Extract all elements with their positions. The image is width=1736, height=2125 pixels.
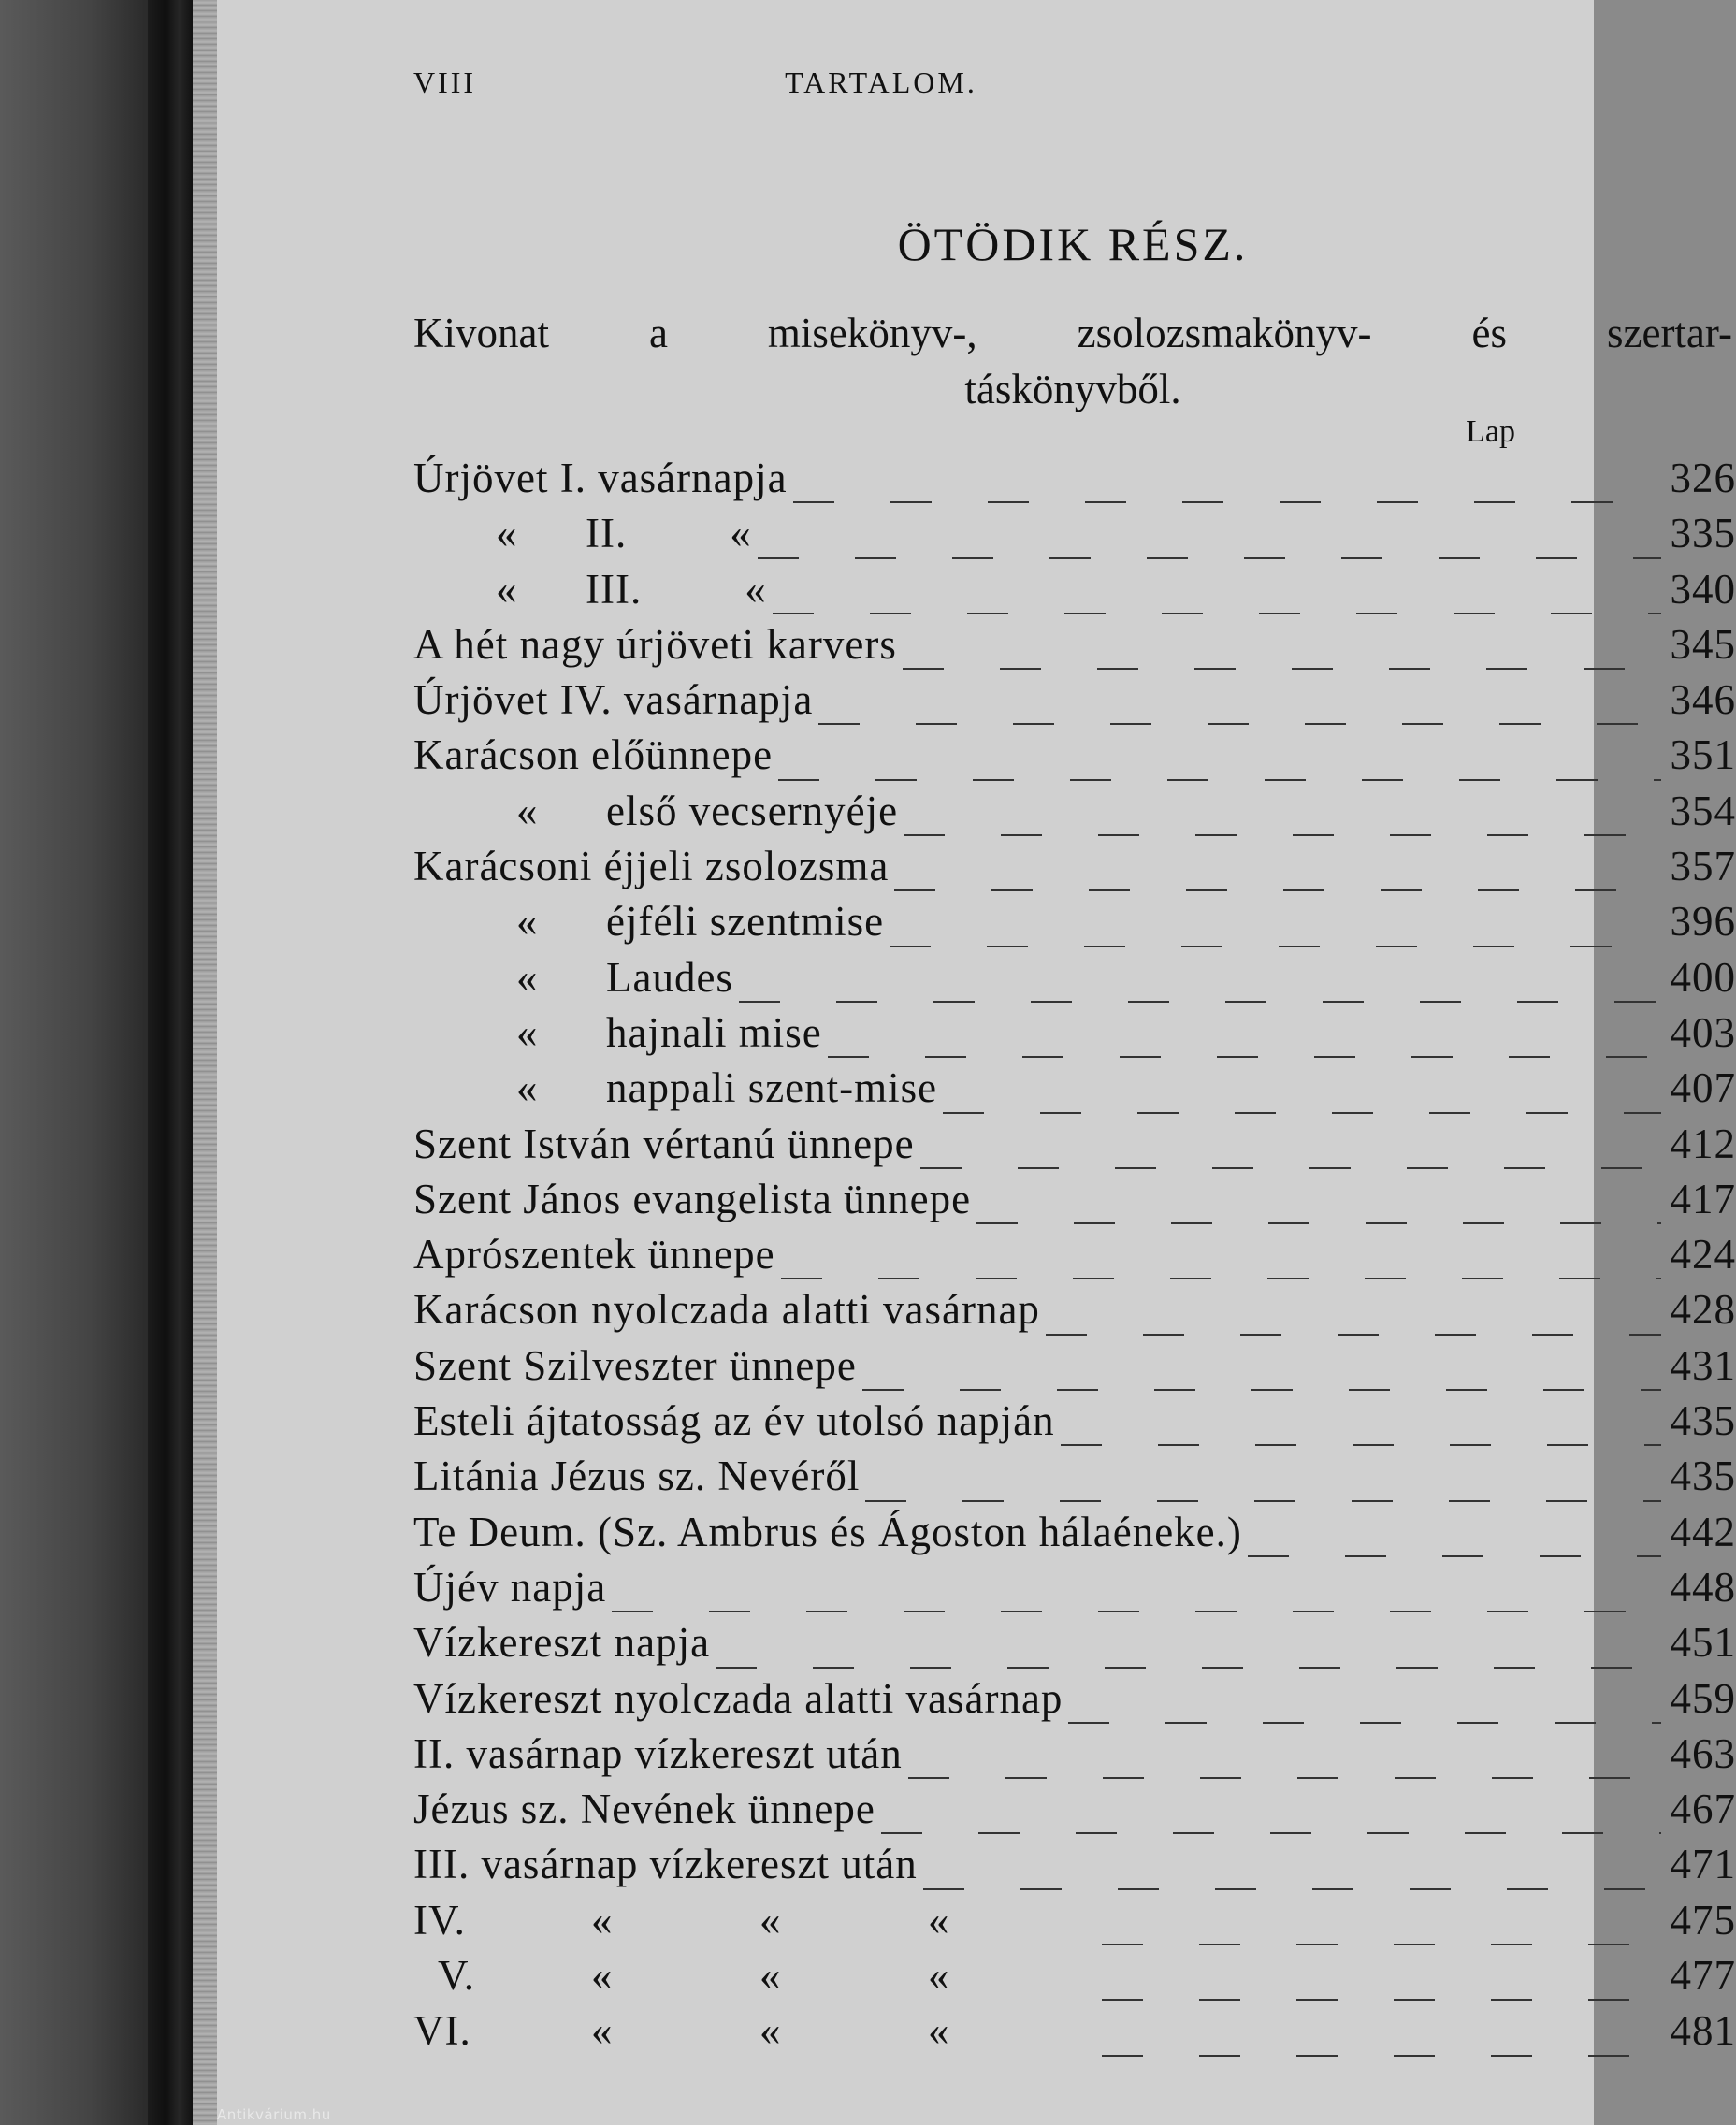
- ditto-mark: «: [516, 898, 539, 946]
- dot-leader: [716, 1661, 1660, 1674]
- ditto-mark: «: [760, 1896, 782, 1944]
- running-title: TARTALOM.: [785, 65, 977, 99]
- subtitle-word: szertar-: [1606, 310, 1732, 356]
- subtitle-word: a: [648, 310, 668, 356]
- entry-page-number: 459: [1670, 1674, 1736, 1722]
- entry-title: Karácson nyolczada alatti vasárnap: [413, 1286, 1040, 1334]
- toc-entry: [413, 1008, 1736, 1063]
- subtitle-word: misekönyv-,: [767, 310, 977, 356]
- toc-entry: [413, 565, 1736, 620]
- subtitle-word: és: [1471, 310, 1508, 356]
- toc-entry: [413, 1063, 1736, 1119]
- dot-leader: [904, 829, 1660, 842]
- entry-title: nappali szent-mise: [606, 1064, 938, 1112]
- dot-leader: [1248, 1550, 1661, 1563]
- entry-title: A hét nagy úrjöveti karvers: [413, 620, 897, 668]
- dot-leader: [778, 773, 1660, 787]
- dot-leader: [739, 995, 1661, 1008]
- entry-title: IV.: [413, 1896, 466, 1944]
- toc-entry: [413, 1840, 1736, 1895]
- toc-entry: [413, 1120, 1736, 1175]
- entry-page-number: 417: [1670, 1175, 1736, 1222]
- page-number: VIII: [413, 65, 477, 99]
- entry-page-number: 435: [1670, 1397, 1736, 1445]
- entry-page-number: 451: [1670, 1619, 1736, 1667]
- entry-page-number: 407: [1670, 1064, 1736, 1112]
- entry-title: Aprószentek ünnepe: [413, 1231, 775, 1279]
- entry-page-number: 475: [1670, 1896, 1736, 1944]
- entry-title: Te Deum. (Sz. Ambrus és Ágoston hálaéneke.): [413, 1508, 1242, 1555]
- ditto-mark: «: [591, 1896, 614, 1944]
- dot-leader: [818, 717, 1660, 730]
- dot-leader: [828, 1050, 1661, 1063]
- toc-entry: [413, 953, 1736, 1008]
- subtitle-line-2: táskönyvből.: [964, 366, 1181, 412]
- subtitle-word: Kivonat: [413, 310, 549, 356]
- dot-leader: [793, 496, 1661, 509]
- toc-entry: [413, 1951, 1736, 2006]
- entry-page-number: 357: [1670, 843, 1736, 890]
- entry-title: Szent István vértanú ünnepe: [413, 1120, 915, 1167]
- toc-entry: [413, 1230, 1736, 1285]
- toc-entry: [413, 2006, 1736, 2061]
- entry-title: Litánia Jézus sz. Nevéről: [413, 1453, 861, 1500]
- toc-entry: [413, 842, 1736, 897]
- page-edge: [193, 0, 217, 2125]
- dot-leader: [1068, 1716, 1660, 1729]
- ditto-mark: «: [496, 565, 518, 613]
- entry-indent: [413, 787, 898, 835]
- ditto-mark: «: [516, 1064, 539, 1112]
- toc-entry: [413, 1508, 1736, 1563]
- toc-entry: [413, 1452, 1736, 1507]
- page-column-header: Lap: [1466, 414, 1515, 449]
- ditto-mark: «: [760, 1952, 782, 2000]
- entry-title: III. vasárnap vízkereszt után: [413, 1841, 918, 1888]
- table-of-contents: [413, 454, 1736, 2062]
- dot-leader: [890, 940, 1660, 953]
- entry-page-number: 467: [1670, 1785, 1736, 1833]
- entry-page-number: 424: [1670, 1231, 1736, 1279]
- entry-title: Szent János evangelista ünnepe: [413, 1175, 972, 1222]
- toc-entry: [413, 454, 1736, 509]
- toc-entry: [413, 1341, 1736, 1396]
- entry-page-number: 471: [1670, 1841, 1736, 1888]
- ditto-mark: «: [516, 1008, 539, 1056]
- entry-title: éjféli szentmise: [606, 898, 885, 946]
- entry-page-number: 481: [1670, 2007, 1736, 2055]
- entry-title: III.: [586, 565, 643, 613]
- ditto-mark: «: [928, 1952, 950, 2000]
- entry-title: Karácson előünnepe: [413, 731, 774, 779]
- entry-title: Vízkereszt napja: [413, 1619, 711, 1667]
- toc-entry: [413, 509, 1736, 564]
- entry-page-number: 400: [1670, 953, 1736, 1001]
- entry-title: II. vasárnap vízkereszt után: [413, 1729, 903, 1777]
- entry-indent: [413, 1008, 822, 1057]
- dot-leader: [758, 552, 1661, 565]
- entry-page-number: 463: [1670, 1729, 1736, 1777]
- entry-indent: [413, 509, 752, 557]
- entry-indent: [413, 953, 733, 1002]
- dot-leader: [1046, 1328, 1661, 1341]
- entry-title: Úrjövet I. vasárnapja: [413, 455, 788, 501]
- dot-leader: [923, 1883, 1661, 1896]
- toc-entry: [413, 897, 1736, 952]
- ditto-mark: «: [496, 510, 518, 557]
- toc-entry: [413, 1896, 1736, 1951]
- toc-entry: [413, 730, 1736, 786]
- toc-entry: [413, 1285, 1736, 1340]
- toc-entry: [413, 1729, 1736, 1785]
- dot-leader: [1102, 2049, 1661, 2062]
- entry-page-number: 477: [1670, 1952, 1736, 2000]
- left-page-shadow: [0, 0, 150, 2125]
- entry-indent: [413, 897, 884, 946]
- entry-title: első vecsernyéje: [606, 787, 899, 834]
- toc-entry: [413, 620, 1736, 675]
- entry-title: Vízkereszt nyolczada alatti vasárnap: [413, 1674, 1063, 1722]
- entry-indent: [413, 1063, 937, 1112]
- entry-page-number: 435: [1670, 1453, 1736, 1500]
- subtitle-line-1: [413, 305, 1732, 361]
- entry-title: Úrjövet IV. vasárnapja: [413, 676, 814, 724]
- dot-leader: [1061, 1438, 1661, 1452]
- dot-leader: [862, 1383, 1661, 1396]
- ditto-mark: «: [928, 2007, 950, 2055]
- entry-page-number: 354: [1670, 787, 1736, 834]
- entry-page-number: 428: [1670, 1286, 1736, 1334]
- entry-page-number: 326: [1670, 455, 1736, 501]
- toc-entry: [413, 1396, 1736, 1452]
- toc-entry: [413, 1618, 1736, 1673]
- entry-indent: [413, 565, 767, 614]
- entry-page-number: 448: [1670, 1563, 1736, 1611]
- entry-title: Újév napja: [413, 1563, 607, 1611]
- ditto-mark: «: [745, 565, 767, 613]
- section-subtitle: [413, 305, 1732, 417]
- ditto-mark: «: [591, 2007, 614, 2055]
- entry-page-number: 345: [1670, 620, 1736, 668]
- dot-leader: [920, 1162, 1661, 1175]
- watermark: Antikvárium.hu: [217, 2106, 331, 2123]
- dot-leader: [881, 1827, 1661, 1840]
- toc-entry: [413, 1563, 1736, 1618]
- dot-leader: [1102, 1938, 1661, 1951]
- ditto-mark: «: [730, 510, 752, 557]
- dot-leader: [908, 1771, 1661, 1785]
- dot-leader: [773, 607, 1661, 620]
- dot-leader: [894, 884, 1660, 897]
- entry-page-number: 340: [1670, 565, 1736, 613]
- entry-page-number: 335: [1670, 510, 1736, 557]
- subtitle-word: zsolozsmakönyv-: [1077, 310, 1372, 356]
- ditto-mark: «: [928, 1896, 950, 1944]
- ditto-mark: «: [516, 787, 539, 834]
- dot-leader: [976, 1217, 1660, 1230]
- running-header: [413, 65, 1732, 103]
- dot-leader: [903, 662, 1661, 675]
- entry-title: Jézus sz. Nevének ünnepe: [413, 1785, 875, 1833]
- ditto-mark: «: [760, 2007, 782, 2055]
- entry-title: Laudes: [606, 953, 733, 1001]
- entry-page-number: 396: [1670, 898, 1736, 946]
- toc-entry: [413, 675, 1736, 730]
- entry-title: V.: [438, 1952, 475, 2000]
- entry-page-number: 431: [1670, 1341, 1736, 1389]
- toc-entry: [413, 1785, 1736, 1840]
- entry-page-number: 442: [1670, 1508, 1736, 1555]
- toc-entry: [413, 1175, 1736, 1230]
- section-title: ÖTÖDIK RÉSZ.: [897, 218, 1249, 270]
- book-page: [217, 0, 1736, 2125]
- ditto-mark: «: [516, 953, 539, 1001]
- toc-entry: [413, 787, 1736, 842]
- toc-entry: [413, 1674, 1736, 1729]
- entry-title: II.: [586, 510, 628, 557]
- book-binding: [148, 0, 193, 2125]
- entry-title: Esteli ájtatosság az év utolsó napján: [413, 1397, 1055, 1445]
- entry-page-number: 403: [1670, 1008, 1736, 1056]
- entry-title: hajnali mise: [606, 1008, 822, 1056]
- dot-leader: [943, 1106, 1660, 1120]
- dot-leader: [865, 1495, 1660, 1508]
- entry-page-number: 346: [1670, 676, 1736, 724]
- entry-page-number: 412: [1670, 1120, 1736, 1167]
- entry-title: VI.: [413, 2007, 471, 2055]
- dot-leader: [1102, 1993, 1661, 2006]
- dot-leader: [781, 1272, 1661, 1285]
- ditto-mark: «: [591, 1952, 614, 2000]
- dot-leader: [612, 1605, 1660, 1618]
- entry-title: Szent Szilveszter ünnepe: [413, 1341, 857, 1389]
- entry-page-number: 351: [1670, 731, 1736, 779]
- entry-title: Karácsoni éjjeli zsolozsma: [413, 843, 890, 890]
